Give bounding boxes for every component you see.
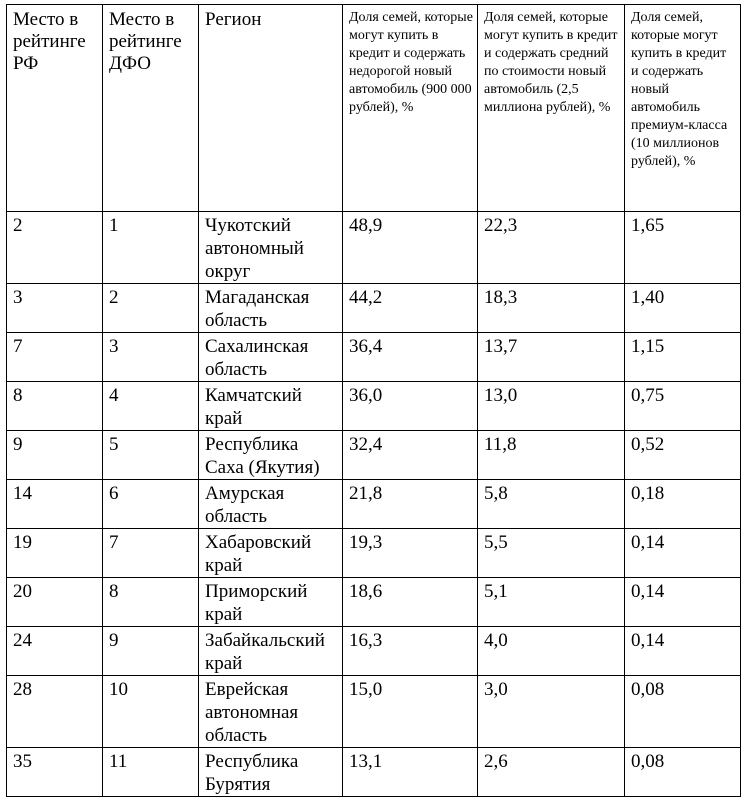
share-mid-cell: 13,7 xyxy=(478,333,625,382)
region-cell: Магаданская область xyxy=(199,284,343,333)
rank-dfo-cell: 3 xyxy=(103,333,199,382)
header-rank-rf: Место в рейтинге РФ xyxy=(7,5,103,212)
share-mid-cell: 5,5 xyxy=(478,529,625,578)
rank-rf-cell: 20 xyxy=(7,578,103,627)
share-cheap-cell: 18,6 xyxy=(343,578,478,627)
rank-rf-cell: 19 xyxy=(7,529,103,578)
rank-rf-cell: 28 xyxy=(7,676,103,748)
table-row xyxy=(7,627,741,676)
rank-dfo-cell: 9 xyxy=(103,627,199,676)
region-cell: Хабаровский край xyxy=(199,529,343,578)
share-mid-cell: 2,6 xyxy=(478,748,625,797)
region-cell: Амурская область xyxy=(199,480,343,529)
share-cheap-cell: 19,3 xyxy=(343,529,478,578)
share-cheap-cell: 13,1 xyxy=(343,748,478,797)
region-cell: Республика Бурятия xyxy=(199,748,343,797)
share-mid-cell: 5,1 xyxy=(478,578,625,627)
rank-rf-cell: 35 xyxy=(7,748,103,797)
rank-dfo-cell: 4 xyxy=(103,382,199,431)
region-cell: Забайкальский край xyxy=(199,627,343,676)
share-cheap-cell: 21,8 xyxy=(343,480,478,529)
share-cheap-cell: 15,0 xyxy=(343,676,478,748)
header-share-premium-car: Доля семей, которые могут купить в кредит и содержать новый автомобиль премиум-класса (10 миллионов рублей), % xyxy=(625,5,741,212)
rank-dfo-cell: 8 xyxy=(103,578,199,627)
table-row xyxy=(7,431,741,480)
table-row xyxy=(7,284,741,333)
share-mid-cell: 13,0 xyxy=(478,382,625,431)
table-row xyxy=(7,748,741,797)
share-mid-cell: 11,8 xyxy=(478,431,625,480)
share-mid-cell: 5,8 xyxy=(478,480,625,529)
rank-rf-cell: 3 xyxy=(7,284,103,333)
share-mid-cell: 22,3 xyxy=(478,212,625,284)
rank-dfo-cell: 7 xyxy=(103,529,199,578)
share-premium-cell: 0,08 xyxy=(625,676,741,748)
share-premium-cell: 0,75 xyxy=(625,382,741,431)
share-cheap-cell: 48,9 xyxy=(343,212,478,284)
share-premium-cell: 1,65 xyxy=(625,212,741,284)
share-premium-cell: 0,52 xyxy=(625,431,741,480)
table-row xyxy=(7,212,741,284)
table-row xyxy=(7,676,741,748)
rank-dfo-cell: 11 xyxy=(103,748,199,797)
table-row xyxy=(7,382,741,431)
region-cell: Еврейская автономная область xyxy=(199,676,343,748)
header-share-cheap-car: Доля семей, которые могут купить в кредит и содержать недорогой новый автомобиль (900 000 рублей), % xyxy=(343,5,478,212)
rank-dfo-cell: 5 xyxy=(103,431,199,480)
share-premium-cell: 1,40 xyxy=(625,284,741,333)
header-rank-dfo: Место в рейтинге ДФО xyxy=(103,5,199,212)
rank-rf-cell: 2 xyxy=(7,212,103,284)
region-cell: Камчатский край xyxy=(199,382,343,431)
header-share-mid-car: Доля семей, которые могут купить в кредит и содержать средний по стоимости новый автомобиль (2,5 миллиона рублей), % xyxy=(478,5,625,212)
rank-rf-cell: 14 xyxy=(7,480,103,529)
table-row xyxy=(7,333,741,382)
share-premium-cell: 0,14 xyxy=(625,529,741,578)
rating-table xyxy=(6,4,741,797)
share-premium-cell: 1,15 xyxy=(625,333,741,382)
share-cheap-cell: 44,2 xyxy=(343,284,478,333)
share-premium-cell: 0,14 xyxy=(625,578,741,627)
region-cell: Республика Саха (Якутия) xyxy=(199,431,343,480)
rank-dfo-cell: 10 xyxy=(103,676,199,748)
rank-rf-cell: 8 xyxy=(7,382,103,431)
share-mid-cell: 18,3 xyxy=(478,284,625,333)
rank-dfo-cell: 2 xyxy=(103,284,199,333)
table-header-row xyxy=(7,5,741,212)
region-cell: Приморский край xyxy=(199,578,343,627)
share-cheap-cell: 32,4 xyxy=(343,431,478,480)
header-region: Регион xyxy=(199,5,343,212)
region-cell: Сахалинская область xyxy=(199,333,343,382)
share-mid-cell: 3,0 xyxy=(478,676,625,748)
share-premium-cell: 0,18 xyxy=(625,480,741,529)
rank-dfo-cell: 6 xyxy=(103,480,199,529)
share-premium-cell: 0,08 xyxy=(625,748,741,797)
region-cell: Чукотский автономный округ xyxy=(199,212,343,284)
table-row xyxy=(7,480,741,529)
share-mid-cell: 4,0 xyxy=(478,627,625,676)
table-row xyxy=(7,529,741,578)
share-premium-cell: 0,14 xyxy=(625,627,741,676)
table-row xyxy=(7,578,741,627)
rank-dfo-cell: 1 xyxy=(103,212,199,284)
share-cheap-cell: 36,4 xyxy=(343,333,478,382)
rank-rf-cell: 24 xyxy=(7,627,103,676)
rank-rf-cell: 7 xyxy=(7,333,103,382)
share-cheap-cell: 16,3 xyxy=(343,627,478,676)
rank-rf-cell: 9 xyxy=(7,431,103,480)
share-cheap-cell: 36,0 xyxy=(343,382,478,431)
